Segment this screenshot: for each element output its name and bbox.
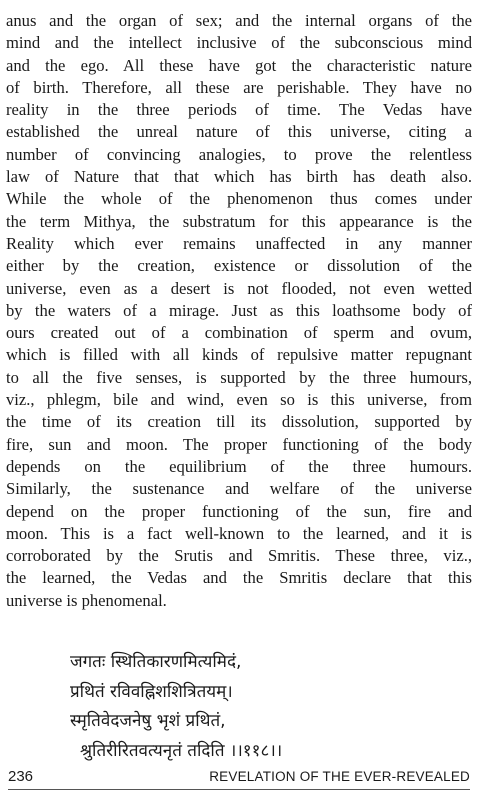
body-line: which is filled with all kinds of repulsive matter repugnant xyxy=(6,345,472,365)
body-line: of birth. Therefore, all these are perishable. They have no xyxy=(6,77,472,97)
verse-line: जगतः स्थितिकारणमित्यमिदं, xyxy=(70,652,242,672)
body-line: anus and the organ of sex; and the internal organs of the xyxy=(6,11,472,30)
body-line: and the ego. All these have got the characteristic nature xyxy=(6,55,472,75)
body-line: established the unreal nature of this universe, citing a xyxy=(6,122,472,142)
body-line: to all the five senses, is supported by the three humours, xyxy=(6,367,472,387)
body-line: reality in the three periods of time. The Vedas have xyxy=(6,100,472,120)
body-line: ours created out of a combination of sperm and ovum, xyxy=(6,323,472,343)
body-line: corroborated by the Srutis and Smritis. These three, viz., xyxy=(6,546,472,566)
running-title: REVELATION OF THE EVER-REVEALED xyxy=(209,769,470,784)
verse-line: प्रथितं रविवह्निशशित्रितयम्। xyxy=(70,681,233,702)
verse-line: श्रुतिरीरितवत्यनृतं तदिति ।।११८।। xyxy=(80,740,283,761)
sanskrit-verse xyxy=(70,648,470,766)
body-line: number of convincing analogies, to prove the relentless xyxy=(6,144,472,164)
body-line: universe is phenomenal. xyxy=(6,590,167,610)
body-line: viz., phlegm, bile and wind, even so is this universe, from xyxy=(6,390,472,410)
body-line: Reality which ever remains unaffected in any manner xyxy=(6,233,472,253)
body-line: by the waters of a mirage. Just as this loathsome body of xyxy=(6,300,472,320)
page-number: 236 xyxy=(8,768,34,785)
body-line: depends on the equilibrium of the three humours. xyxy=(6,456,472,476)
body-line: Similarly, the sustenance and welfare of the universe xyxy=(6,479,472,499)
body-line: While the whole of the phenomenon thus comes under xyxy=(6,189,472,209)
page-footer xyxy=(8,768,470,788)
body-line: law of Nature that that which has birth has death also. xyxy=(6,167,472,187)
verse-line: स्मृतिवेदजनेषु भृशं प्रथितं, xyxy=(70,711,226,731)
body-line: the time of its creation till its dissolution, supported by xyxy=(6,412,472,432)
body-line: depend on the proper functioning of the sun, fire and xyxy=(6,501,472,521)
body-line: the term Mithya, the substratum for this appearance is the xyxy=(6,211,472,231)
body-line: either by the creation, existence or dissolution of the xyxy=(6,256,472,276)
body-line: moon. This is a fact well-known to the learned, and it is xyxy=(6,523,472,543)
body-line: mind and the intellect inclusive of the subconscious mind xyxy=(6,33,472,53)
body-text xyxy=(6,10,472,612)
footer-rule xyxy=(8,789,470,790)
body-line: fire, sun and moon. The proper functioning of the body xyxy=(6,434,472,454)
body-line: universe, even as a desert is not flooded, not even wetted xyxy=(6,278,472,298)
body-line: the learned, the Vedas and the Smritis declare that this xyxy=(6,568,472,588)
